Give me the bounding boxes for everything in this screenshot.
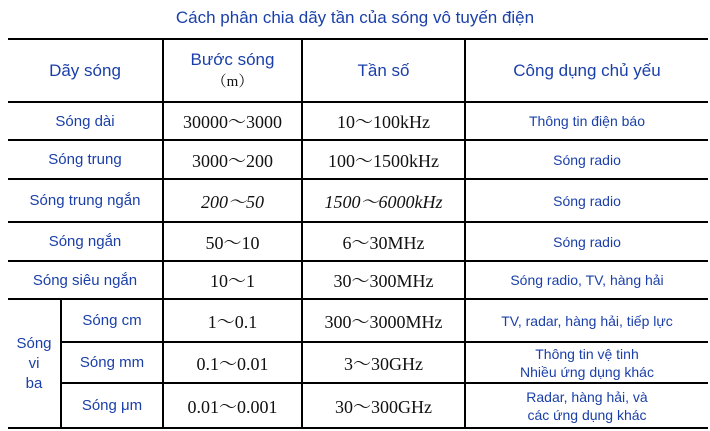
frequency-value: 300～3000MHz <box>324 311 443 332</box>
usage-line: các ứng dụng khác <box>527 406 647 423</box>
frequency-value: 3～30GHz <box>344 353 423 374</box>
frequency-value: 100～1500kHz <box>328 150 439 171</box>
usage-value: Sóng radio <box>553 192 621 209</box>
header-band: Dãy sóng <box>49 60 121 80</box>
header-frequency: Tần số <box>357 60 410 80</box>
band-name: Sóng trung ngắn <box>29 192 141 209</box>
header-wavelength-unit: （m） <box>211 73 254 90</box>
usage-value: Sóng radio <box>553 233 621 250</box>
usage-value: Sóng radio <box>553 151 621 168</box>
wavelength-value: 0.1～0.01 <box>196 353 269 374</box>
band-name: Sóng μm <box>81 397 143 414</box>
microwave-label-line: vi <box>28 354 40 372</box>
band-name: Sóng mm <box>79 354 145 371</box>
frequency-value: 6～30MHz <box>342 232 425 253</box>
table-title: Cách phân chia dãy tần của sóng vô tuyến điện <box>175 8 535 27</box>
frequency-value: 1500～6000kHz <box>324 191 443 212</box>
usage-value <box>466 343 708 382</box>
frequency-value: 30～300MHz <box>333 271 434 291</box>
wavelength-value: 10～1 <box>210 271 255 291</box>
wavelength-value: 0.01～0.001 <box>187 396 278 417</box>
band-name: Sóng cm <box>82 312 142 329</box>
usage-value: TV, radar, hàng hải, tiếp lực <box>501 312 673 329</box>
band-name: Sóng ngắn <box>48 233 122 250</box>
microwave-label-line: ba <box>25 374 43 392</box>
band-name: Sóng trung <box>48 151 122 168</box>
usage-value: Thông tin điện báo <box>529 113 645 129</box>
table-rule <box>8 427 708 429</box>
wavelength-value: 30000～3000 <box>183 112 282 132</box>
wavelength-value: 3000～200 <box>192 150 273 171</box>
header-wavelength <box>164 40 301 101</box>
frequency-value: 10～100kHz <box>337 112 430 132</box>
wavelength-value: 200～50 <box>201 191 264 212</box>
band-name: Sóng dài <box>55 112 115 130</box>
usage-value <box>466 384 708 427</box>
frequency-value: 30～300GHz <box>335 396 432 417</box>
usage-value: Sóng radio, TV, hàng hải <box>510 272 664 288</box>
usage-line: Thông tin vệ tinh <box>535 345 639 362</box>
header-usage: Công dụng chủ yếu <box>513 60 661 80</box>
microwave-group-label <box>8 300 60 427</box>
usage-line: Radar, hàng hải, và <box>526 388 648 405</box>
band-name: Sóng siêu ngắn <box>32 271 138 289</box>
wavelength-value: 1～0.1 <box>207 311 258 332</box>
header-wavelength-label: Bước sóng <box>190 49 275 69</box>
wavelength-value: 50～10 <box>205 232 260 253</box>
usage-line: Nhiều ứng dụng khác <box>520 363 654 380</box>
microwave-label-line: Sóng <box>16 334 52 352</box>
